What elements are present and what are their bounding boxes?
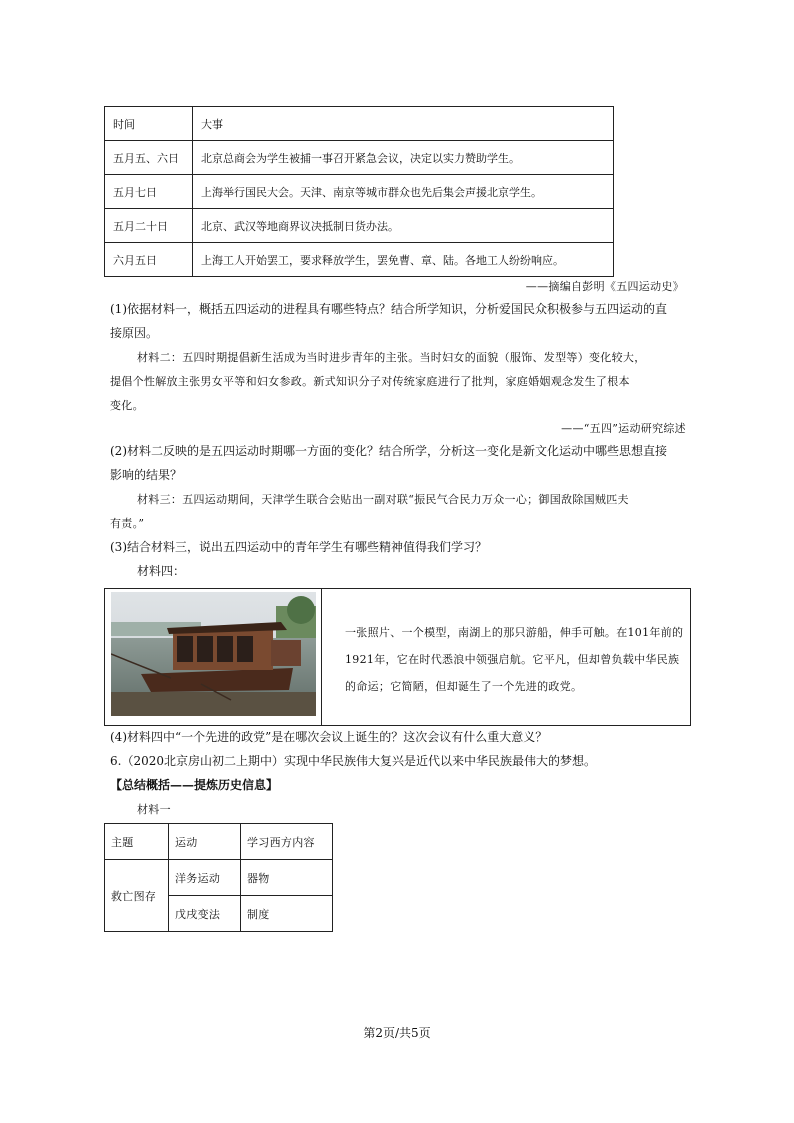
material-3-line-2: 有责。” [110,517,145,530]
question-6: 6.（2020北京房山初二上期中）实现中华民族伟大复兴是近代以来中华民族最伟大的梦想。 [110,754,596,768]
summary-table [104,823,333,932]
source-citation-2: ——“五四”运动研究综述 [561,422,686,435]
table-row [105,243,614,277]
movement-cell: 戊戌变法 [169,896,241,932]
material-1-label: 材料一 [137,803,171,816]
page-footer: 第2页/共5页 [363,1026,431,1040]
source-citation-1: ——摘编自彭明《五四运动史》 [525,280,684,293]
row-date: 六月五日 [105,243,193,277]
table-row [105,141,614,175]
header-western-content: 学习西方内容 [241,824,333,860]
row-date: 五月二十日 [105,209,193,243]
material-4-box [104,588,691,726]
header-theme: 主题 [105,824,169,860]
movement-cell: 洋务运动 [169,860,241,896]
table-row [105,860,333,896]
material-2-line-3: 变化。 [110,399,144,412]
question-1-line-2: 接原因。 [110,326,159,340]
header-movement: 运动 [169,824,241,860]
row-event: 北京、武汉等地商界议决抵制日货办法。 [193,209,614,243]
row-date: 五月五、六日 [105,141,193,175]
header-event: 大事 [193,107,614,141]
material-2-line-2: 提倡个性解放主张男女平等和妇女参政。新式知识分子对传统家庭进行了批判，家庭婚姻观念发生了根本 [110,375,630,388]
row-date: 五月七日 [105,175,193,209]
material-3-line-1: 材料三：五四运动期间，天津学生联合会贴出一副对联“振民气合民力万众一心；御国敌除国贼匹夫 [137,493,629,506]
content-cell: 制度 [241,896,333,932]
material-4-text: 一张照片、一个模型，南湖上的那只游船，伸手可触。在101年前的1921年，它在时代悉浪中领强启航。它平凡，但却曾负载中华民族的命运；它简陋，但却诞生了一个先进的政党。 [345,626,684,693]
table-row [105,175,614,209]
row-event: 上海工人开始罢工，要求释放学生，罢免曹、章、陆。各地工人纷纷响应。 [193,243,614,277]
table-header-row [105,824,333,860]
table-header-row [105,107,614,141]
question-2-line-1: (2)材料二反映的是五四运动时期哪一方面的变化？结合所学，分析这一变化是新文化运动中哪些思想直接 [110,444,668,458]
table-row [105,209,614,243]
material-2-line-1: 材料二：五四时期提倡新生活成为当时进步青年的主张。当时妇女的面貌（服饰、发型等）变化较大， [137,351,646,364]
question-4: (4)材料四中“一个先进的政党”是在哪次会议上诞生的？这次会议有什么重大意义？ [110,730,548,744]
summary-heading: 【总结概括——提炼历史信息】 [110,778,279,792]
header-time: 时间 [105,107,193,141]
question-3: (3)结合材料三，说出五四运动中的青年学生有哪些精神值得我们学习？ [110,540,488,554]
material-4-divider [321,589,322,725]
content-cell: 器物 [241,860,333,896]
theme-cell: 救亡图存 [105,860,169,932]
row-event: 上海举行国民大会。天津、南京等城市群众也先后集会声援北京学生。 [193,175,614,209]
row-event: 北京总商会为学生被捕一事召开紧急会议，决定以实力赞助学生。 [193,141,614,175]
red-boat-photo [111,592,316,716]
material-4-label: 材料四： [137,564,186,578]
question-1-line-1: (1)依据材料一，概括五四运动的进程具有哪些特点？结合所学知识，分析爱国民众积极参与五四运动的直 [110,302,668,316]
events-table [104,106,614,277]
question-2-line-2: 影响的结果？ [110,468,183,482]
